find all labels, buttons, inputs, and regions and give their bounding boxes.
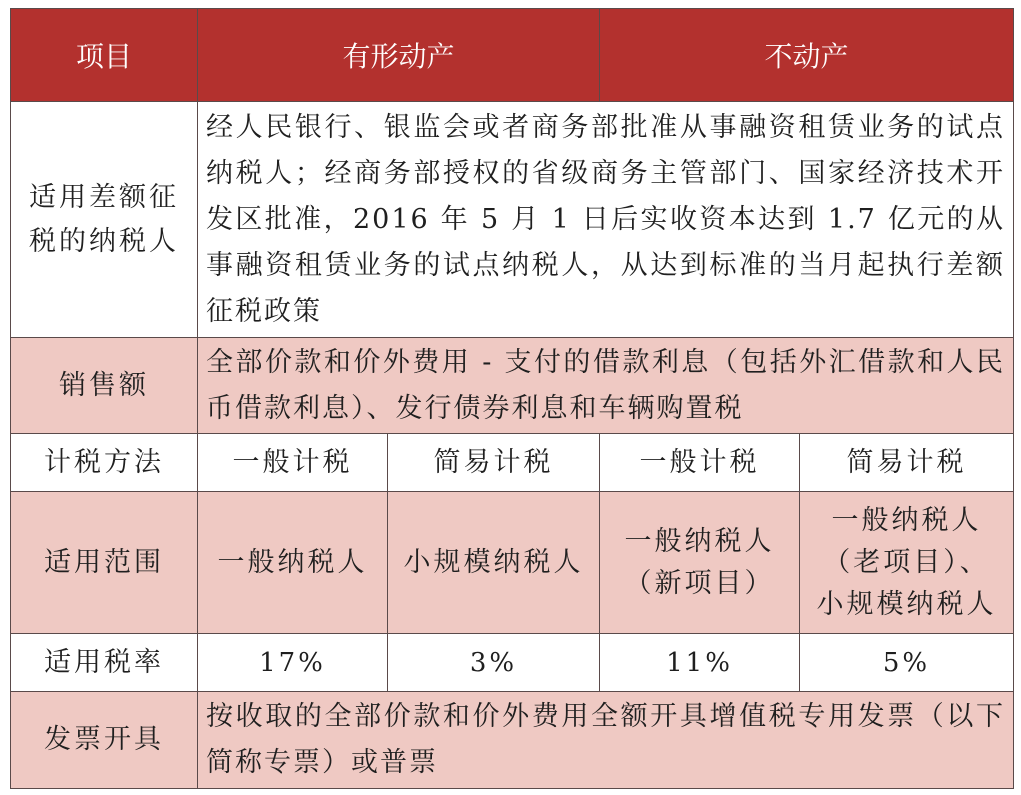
lease-tax-table xyxy=(10,8,1014,789)
row-taxpayer xyxy=(11,102,1014,338)
label-invoice: 发票开具 xyxy=(11,692,198,789)
header-row xyxy=(11,9,1014,102)
rate-cell: 5% xyxy=(800,634,1014,692)
scope-cell: 一般纳税人 xyxy=(198,492,388,634)
label-scope: 适用范围 xyxy=(11,492,198,634)
rate-cell: 17% xyxy=(198,634,388,692)
method-cell: 一般计税 xyxy=(600,434,800,492)
label-method: 计税方法 xyxy=(11,434,198,492)
row-invoice xyxy=(11,692,1014,789)
header-item: 项目 xyxy=(11,9,198,102)
scope-cell: 小规模纳税人 xyxy=(388,492,600,634)
method-cell: 一般计税 xyxy=(198,434,388,492)
header-movable: 有形动产 xyxy=(198,9,600,102)
text-taxpayer: 经人民银行、银监会或者商务部批准从事融资租赁业务的试点纳税人；经商务部授权的省级商务主管部门、国家经济技术开发区批准，2016 年 5 月 1 日后实收资本达到 1.7 亿元的从事融资租赁业务的试点纳税人，从达到标准的当月起执行差额征税政策 xyxy=(198,102,1014,338)
method-cell: 简易计税 xyxy=(800,434,1014,492)
method-cell: 简易计税 xyxy=(388,434,600,492)
header-immovable: 不动产 xyxy=(600,9,1014,102)
text-invoice: 按收取的全部价款和价外费用全额开具增值税专用发票（以下简称专票）或普票 xyxy=(198,692,1014,789)
label-rate: 适用税率 xyxy=(11,634,198,692)
scope-cell: 一般纳税人 （新项目） xyxy=(600,492,800,634)
label-taxpayer: 适用差额征 税的纳税人 xyxy=(11,102,198,338)
row-method xyxy=(11,434,1014,492)
row-rate xyxy=(11,634,1014,692)
row-scope xyxy=(11,492,1014,634)
scope-cell: 一般纳税人 （老项目）、 小规模纳税人 xyxy=(800,492,1014,634)
label-sales: 销售额 xyxy=(11,338,198,434)
row-sales xyxy=(11,338,1014,434)
rate-cell: 3% xyxy=(388,634,600,692)
rate-cell: 11% xyxy=(600,634,800,692)
text-sales: 全部价款和价外费用 - 支付的借款利息（包括外汇借款和人民币借款利息）、发行债券利息和车辆购置税 xyxy=(198,338,1014,434)
